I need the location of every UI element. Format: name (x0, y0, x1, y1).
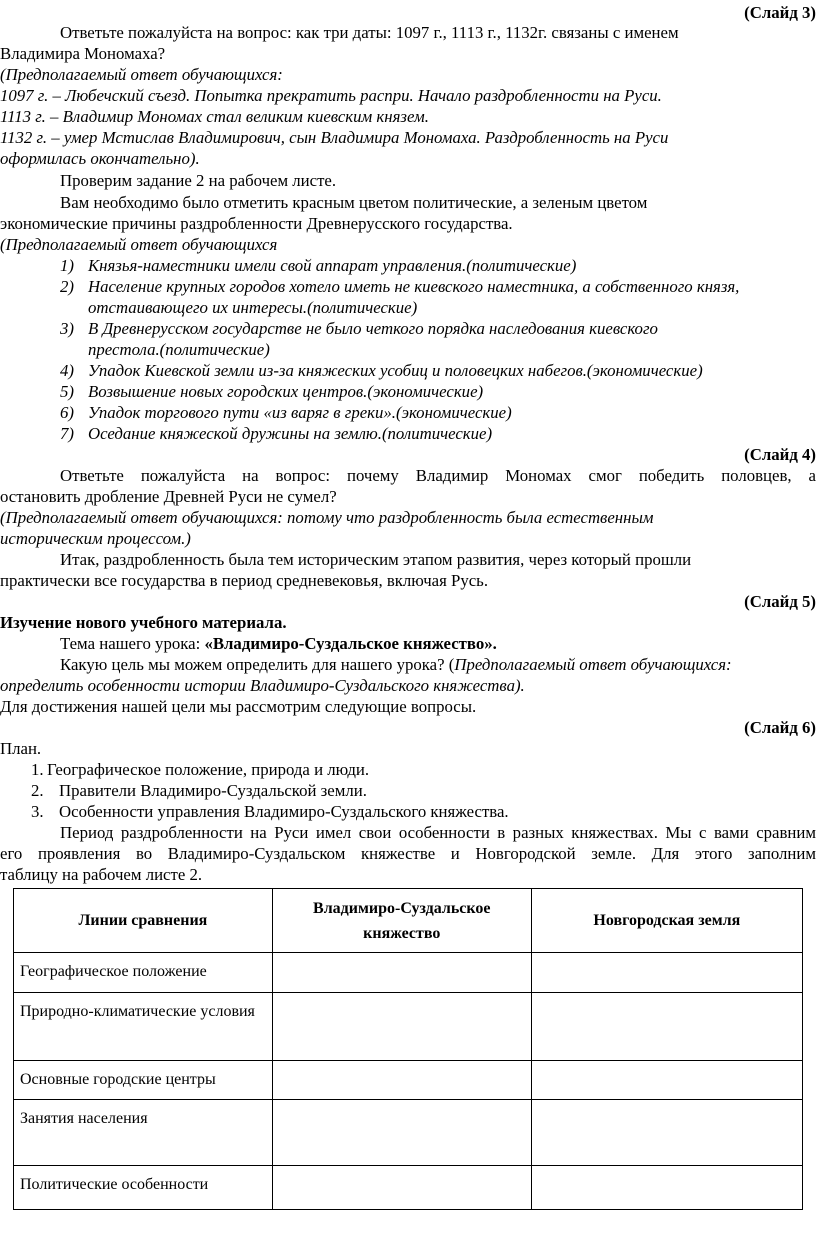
goal-line-2: определить особенности истории Владимиро-Суздальского княжества). (0, 676, 525, 695)
task-2-line-3: экономические причины раздробленности Древнерусского государства. (0, 214, 513, 233)
table-cell: Природно-климатические условия (14, 993, 273, 1061)
table-cell (531, 1061, 802, 1100)
list-item: Правители Владимиро-Суздальской земли. (59, 781, 367, 800)
list-item-continuation: отстаивающего их интересы.(политические) (88, 298, 418, 317)
table-cell (272, 1100, 531, 1166)
list-item-number: 3) (60, 319, 74, 338)
goal-line-1 (60, 654, 732, 675)
list-item: Возвышение новых городских центров.(экономические) (88, 382, 484, 401)
table-cell (272, 1166, 531, 1210)
answer-1-line-4: 1132 г. – умер Мстислав Владимирович, сын Владимира Мономаха. Раздробленность на Руси (0, 128, 669, 147)
list-item: Упадок торгового пути «из варяг в греки».(экономические) (88, 403, 512, 422)
table-cell: Географическое положение (14, 953, 273, 993)
task-2-answer-heading: (Предполагаемый ответ обучающихся (0, 235, 278, 254)
goal-question: Какую цель мы можем определить для нашего урока? ( (60, 655, 455, 674)
summary-line-1: Итак, раздробленность была тем историческим этапом развития, через который прошли (60, 550, 692, 569)
table-row (14, 953, 803, 993)
list-item-number: 2. (31, 781, 44, 800)
table-cell: Политические особенности (14, 1166, 273, 1210)
table-cell (272, 1061, 531, 1100)
slide-3-label: (Слайд 3) (744, 3, 816, 22)
table-header-cell: Владимиро-Суздальское княжество (272, 889, 531, 953)
period-line-2: его проявления во Владимиро-Суздальском княжестве и Новгородской земле. Для этого заполним (0, 844, 816, 863)
topic-line (60, 633, 497, 654)
list-item-number: 6) (60, 403, 74, 422)
question-1-line-1: Ответьте пожалуйста на вопрос: как три даты: 1097 г., 1113 г., 1132г. связаны с именем (60, 23, 679, 42)
task-2-line-1: Проверим задание 2 на рабочем листе. (60, 171, 337, 190)
question-2-line-2: остановить дробление Древней Руси не сумел? (0, 487, 337, 506)
slide-4-label: (Слайд 4) (744, 445, 816, 464)
summary-line-2: практически все государства в период средневековья, включая Русь. (0, 571, 489, 590)
period-line-3: таблицу на рабочем листе 2. (0, 865, 203, 884)
list-item: В Древнерусском государстве не было четкого порядка наследования киевского (88, 319, 658, 338)
answer-2-line-1: (Предполагаемый ответ обучающихся: потому что раздробленность была естественным (0, 508, 654, 527)
table-cell (272, 953, 531, 993)
table-row (14, 1100, 803, 1166)
answer-1-line-3: 1113 г. – Владимир Мономах стал великим киевским князем. (0, 107, 429, 126)
table-header-cell: Линии сравнения (14, 889, 273, 953)
table-row (14, 1166, 803, 1210)
section-heading: Изучение нового учебного материала. (0, 613, 287, 632)
table-row (14, 1061, 803, 1100)
answer-1-line-2: 1097 г. – Любечский съезд. Попытка прекратить распри. Начало раздробленности на Руси. (0, 86, 662, 105)
comparison-table (13, 888, 803, 1210)
table-header-cell: Новгородская земля (531, 889, 802, 953)
list-item: Упадок Киевской земли из-за княжеских усобиц и половецких набегов.(экономические) (88, 361, 703, 380)
list-item: Оседание княжеской дружины на землю.(политические) (88, 424, 493, 443)
table-cell: Занятия населения (14, 1100, 273, 1166)
list-item: Особенности управления Владимиро-Суздальского княжества. (59, 802, 509, 821)
question-1-line-2: Владимира Мономаха? (0, 44, 166, 63)
answer-1-line-1: (Предполагаемый ответ обучающихся: (0, 65, 283, 84)
answer-1-line-5: оформилась окончательно). (0, 149, 200, 168)
consider-line: Для достижения нашей цели мы рассмотрим следующие вопросы. (0, 697, 477, 716)
list-item-number: 4) (60, 361, 74, 380)
table-cell (531, 953, 802, 993)
plan-heading: План. (0, 739, 42, 758)
task-2-line-2: Вам необходимо было отметить красным цветом политические, а зеленым цветом (60, 193, 648, 212)
table-cell (531, 1166, 802, 1210)
list-item: Географическое положение, природа и люди. (47, 760, 370, 779)
table-cell (272, 993, 531, 1061)
list-item-number: 7) (60, 424, 74, 443)
answer-2-line-2: историческим процессом.) (0, 529, 191, 548)
table-cell (531, 1100, 802, 1166)
question-2-line-1: Ответьте пожалуйста на вопрос: почему Владимир Мономах смог победить половцев, а (60, 466, 816, 485)
topic-title: «Владимиро-Суздальское княжество». (204, 634, 497, 653)
table-header-row (14, 889, 803, 953)
table-row (14, 993, 803, 1061)
slide-5-label: (Слайд 5) (744, 592, 816, 611)
list-item-number: 3. (31, 802, 44, 821)
list-item-number: 5) (60, 382, 74, 401)
list-item: Князья-наместники имели свой аппарат управления.(политические) (88, 256, 577, 275)
list-item-number: 1) (60, 256, 74, 275)
period-line-1: Период раздробленности на Руси имел свои особенности в разных княжествах. Мы с вами сравним (60, 823, 816, 842)
topic-prefix: Тема нашего урока: (60, 634, 205, 653)
table-cell (531, 993, 802, 1061)
goal-answer-intro: Предполагаемый ответ обучающихся: (454, 655, 732, 674)
list-item-number: 2) (60, 277, 74, 296)
slide-6-label: (Слайд 6) (744, 718, 816, 737)
list-item-continuation: престола.(политические) (88, 340, 270, 359)
list-item-number: 1. (31, 760, 44, 779)
list-item: Население крупных городов хотело иметь не киевского наместника, а собственного князя, (88, 277, 740, 296)
table-cell: Основные городские центры (14, 1061, 273, 1100)
